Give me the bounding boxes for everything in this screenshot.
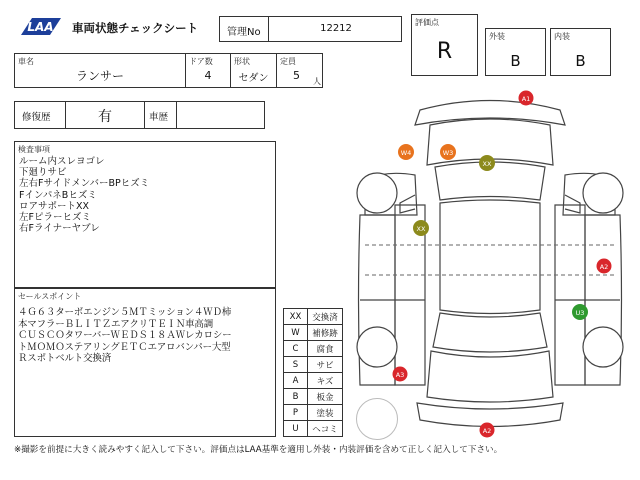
legend-code: C [284,341,308,357]
footer-note: ※撮影を前提に大きく読みやすく記入して下さい。評価点はLAA基準を適用し外装・内装評価を含めて正しく記入して下さい。 [14,445,503,455]
marker-xx-side [413,220,429,236]
svg-text:A2: A2 [599,263,609,271]
sales-line: 本マフラーＢＬＩＴＺエアクリＴＥＩＮ車高調 [18,318,214,330]
evaluation-value: R [436,39,453,64]
sales-lines [18,307,231,365]
legend-meaning: 塗装 [308,405,343,421]
interior-value: B [575,52,586,70]
repair-label: 修復歴 [22,112,51,123]
repair-label-box [14,101,66,129]
capacity-unit: 人 [313,77,321,86]
chassis-label: 車歴 [149,112,169,123]
laa-logo [20,17,62,36]
inspection-box [14,141,276,288]
legend-code: B [284,389,308,405]
shape-box [230,53,277,88]
legend-code: U [284,421,308,437]
svg-text:XX: XX [416,225,426,233]
repair-value: 有 [98,109,112,125]
svg-text:U3: U3 [575,309,585,317]
kanri-label-box [219,16,269,42]
shape-label: 形状 [234,57,250,66]
wheels [357,173,623,367]
inspection-item: ルーム内スレヨゴレ [19,156,105,167]
interior-box [550,28,611,76]
evaluation-box [411,14,478,76]
sheet-title: 車両状態チェックシート [72,21,199,35]
legend-row [284,389,343,405]
marker-w4 [398,144,414,160]
marker-a2-right [597,259,612,274]
legend-code: A [284,373,308,389]
inspection-list [19,156,149,234]
interior-label: 内装 [554,32,570,41]
capacity-box [276,53,323,88]
exterior-box [485,28,546,76]
kanri-value-box [268,16,402,42]
shape-value: セダン [238,73,269,84]
legend-row [284,341,343,357]
legend-meaning: サビ [308,357,343,373]
legend-row [284,309,343,325]
sales-box [14,288,276,437]
svg-text:W4: W4 [400,149,412,157]
exterior-value: B [510,52,521,70]
wheel-rear-right [583,327,623,367]
legend-row [284,405,343,421]
legend-meaning: 補修跡 [308,325,343,341]
legend-code: S [284,357,308,373]
kanri-label: 管理No [227,27,261,38]
chassis-value-box [176,101,265,129]
marker-w3 [440,144,456,160]
car-damage-diagram [355,85,625,440]
sales-line: Ｒスポトベルト交換済 [18,353,112,364]
inspection-item: 右Fライナーヤブレ [19,223,100,235]
svg-text:XX: XX [482,160,492,168]
legend-row [284,373,343,389]
marker-a2-rear [480,423,495,438]
inspection-item: 左右FサイドメンバーBPヒズミ [19,178,150,190]
inspection-item: 下廻りサビ [19,167,67,179]
vehicle-name-value: ランサー [75,69,124,83]
legend-row [284,421,343,437]
sales-label: セールスポイント [18,292,82,301]
legend-code: P [284,405,308,421]
legend-row [284,325,343,341]
capacity-value: 5 [293,69,300,82]
legend-meaning: 交換済 [308,309,343,325]
wheel-rear-left [357,327,397,367]
inspection-item: 左Fピラーヒズミ [19,212,91,224]
capacity-label: 定員 [280,57,296,66]
legend-meaning: キズ [308,373,343,389]
wheel-front-right [583,173,623,213]
chassis-label-box [144,101,177,129]
doors-value: 4 [204,69,212,82]
marker-a1 [519,91,534,106]
legend-meaning: ヘコミ [308,421,343,437]
repair-value-box [65,101,145,129]
legend-meaning: 腐食 [308,341,343,357]
sales-line: ４Ｇ６３ターボエンジン５ＭＴミッション４ＷＤ柿 [18,307,232,318]
marker-a3 [393,367,408,382]
inspection-item: ロアサポートXX [19,200,90,212]
vehicle-name-box [14,53,186,88]
doors-box [185,53,231,88]
svg-text:A2: A2 [482,427,492,435]
svg-text:A1: A1 [521,95,531,103]
wheel-front-left [357,173,397,213]
damage-legend [283,308,343,437]
marker-xx-hood [479,155,495,171]
legend-code: XX [284,309,308,325]
legend-row [284,357,343,373]
sales-line: トＭＯＭＯステアリングＥＴＣエアロバンパー大型 [18,341,231,353]
marker-u3 [572,304,588,320]
inspection-item: FインパネBヒズミ [19,189,97,201]
doors-label: ドア数 [189,57,213,66]
legend-meaning: 板金 [308,389,343,405]
inspection-label: 検査事項 [18,145,50,154]
svg-text:A3: A3 [395,371,405,379]
vehicle-name-label: 車名 [18,57,34,66]
svg-text:W3: W3 [442,149,454,157]
logo-text: LAA [27,20,54,34]
sales-line: ＣＵＳＣＯタワーバーＷＥＤＳ１８ＡＷレカロシー [18,330,232,341]
kanri-value: 12212 [320,23,352,34]
exterior-label: 外装 [489,32,505,41]
legend-code: W [284,325,308,341]
evaluation-label: 評価点 [415,18,439,27]
